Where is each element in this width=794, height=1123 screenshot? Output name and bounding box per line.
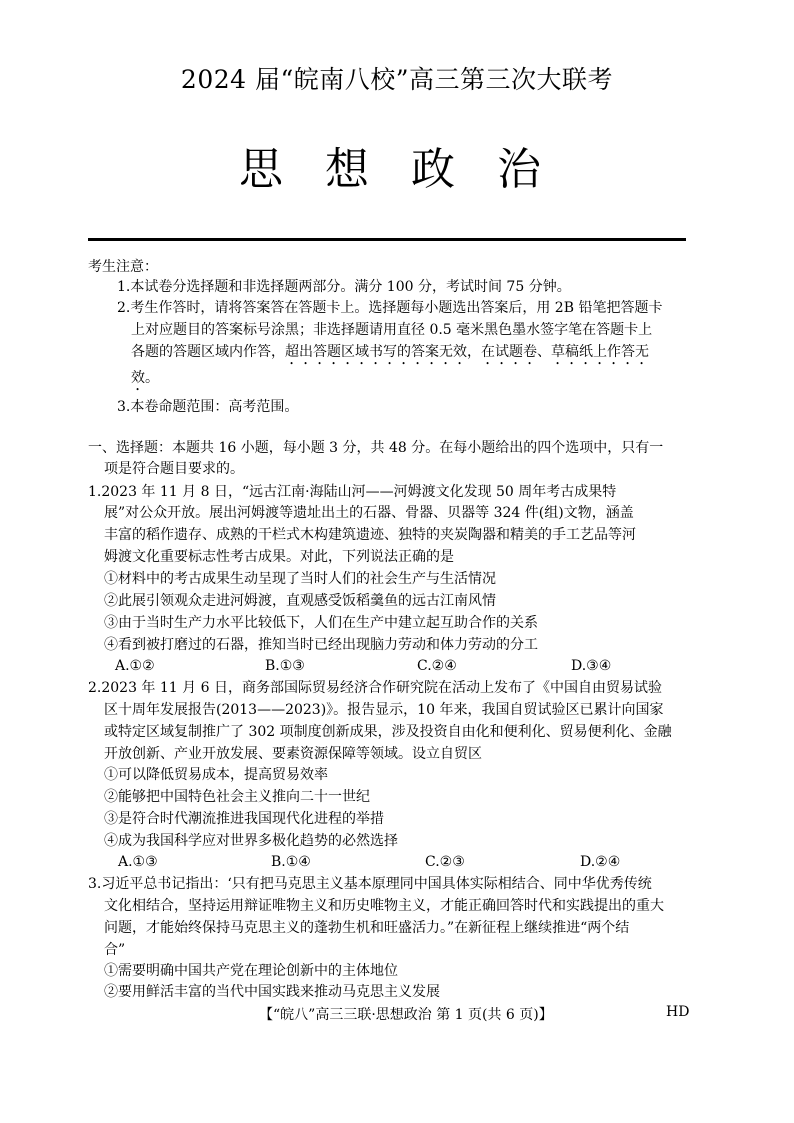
q3-statement-2: ②要用鲜活丰富的当代中国实践来推动马克思主义发展 xyxy=(104,984,440,1000)
q1-statement-3: ③由于当时生产力水平比较低下，人们在生产中建立起互助合作的关系 xyxy=(104,615,538,631)
notice-emphasis-end: 效 xyxy=(131,370,145,386)
q1-stem-line-3: 丰富的稻作遗存、成熟的干栏式木构建筑遗迹、独特的夹炭陶器和精美的手工艺品等河 xyxy=(104,527,636,543)
q2-stem-line-1: 2.2023 年 11 月 6 日，商务部国际贸易经济合作研究院在活动上发布了《中国自由贸易试验 xyxy=(88,680,662,696)
q2-statement-4: ④成为我国科学应对世界多极化趋势的必然选择 xyxy=(104,833,398,849)
q1-statement-2: ②此展引领观众走进河姆渡，直观感受饭稻羹鱼的远古江南风情 xyxy=(104,593,496,609)
header-divider xyxy=(88,238,686,241)
notice-item-1: 1.本试卷分选择题和非选择题两部分。满分 100 分，考试时间 75 分钟。 xyxy=(117,279,571,295)
notice-item-2-line-4 xyxy=(131,368,159,394)
notice-item-2-line-2: 上对应题目的答案标号涂黑；非选择题请用直径 0.5 毫米黑色墨水签字笔在答题卡上 xyxy=(131,322,653,338)
notice-emphasis-text: 超出答题区域书写的答案无效，在试题卷、草稿纸上作答无 xyxy=(285,344,649,360)
q2-choice-a: A.①③ xyxy=(118,854,158,870)
subject-title: 思 想 政 治 xyxy=(239,144,555,195)
notice-period: 。 xyxy=(145,370,159,386)
notice-item-3: 3.本卷命题范围：高考范围。 xyxy=(117,399,299,415)
q3-stem-line-4: 合” xyxy=(104,942,126,958)
q2-statement-1: ①可以降低贸易成本，提高贸易效率 xyxy=(104,767,328,783)
q2-stem-line-3: 或特定区域复制推广了 302 项制度创新成果，涉及投资自由化和便利化、贸易便利化、金融 xyxy=(104,724,672,740)
exam-title: 2024 届“皖南八校”高三第三次大联考 xyxy=(180,65,614,94)
q1-stem-line-4: 姆渡文化重要标志性考古成果。对此，下列说法正确的是 xyxy=(104,549,454,565)
q2-stem-line-4: 开放创新、产业开放发展、要素资源保障等领域。设立自贸区 xyxy=(104,746,482,762)
notice-item-2: 2.考生作答时，请将答案答在答题卡上。选择题每小题选出答案后，用 2B 铅笔把答题卡 xyxy=(117,300,663,316)
notice-heading: 考生注意： xyxy=(88,259,158,275)
q2-statement-2: ②能够把中国特色社会主义推向二十一世纪 xyxy=(104,789,370,805)
footer-code: HD xyxy=(666,1004,690,1020)
q3-stem-line-3: 问题，才能始终保持马克思主义的蓬勃生机和旺盛活力。”在新征程上继续推进“两个结 xyxy=(104,920,630,936)
notice-item-2-line-3-text: 各题的答题区域内作答， xyxy=(131,344,285,360)
q2-choice-b: B.①④ xyxy=(271,854,311,870)
q1-statement-4: ④看到被打磨过的石器，推知当时已经出现脑力劳动和体力劳动的分工 xyxy=(104,637,538,653)
q1-stem-line-1: 1.2023 年 11 月 8 日，“远古江南·海陆山河——河姆渡文化发现 50 周年考古成果特 xyxy=(88,484,617,500)
section-instructions-cont: 项是符合题目要求的。 xyxy=(104,461,244,477)
q3-stem-line-2: 文化相结合，坚持运用辩证唯物主义和历史唯物主义，才能正确回答时代和实践提出的重大 xyxy=(104,898,664,914)
footer-page-info: 【“皖八”高三三联·思想政治 第 1 页(共 6 页)】 xyxy=(259,1007,553,1023)
q1-choice-b: B.①③ xyxy=(265,658,305,674)
q2-choice-d: D.②④ xyxy=(580,854,621,870)
q2-choice-c: C.②③ xyxy=(425,854,465,870)
section-instructions: 一、选择题：本题共 16 小题，每小题 3 分，共 48 分。在每小题给出的四个选项中，只有一 xyxy=(88,440,664,456)
q3-stem-line-1: 3.习近平总书记指出：‘只有把马克思主义基本原理同中国具体实际相结合、同中华优秀传统 xyxy=(88,876,652,892)
notice-item-2-line-3 xyxy=(131,342,649,368)
q2-statement-3: ③是符合时代潮流推进我国现代化进程的举措 xyxy=(104,811,384,827)
q2-stem-line-2: 区十周年发展报告(2013——2023)》。报告显示，10 年来，我国自贸试验区已累计向国家 xyxy=(104,702,664,718)
q1-statement-1: ①材料中的考古成果生动呈现了当时人们的社会生产与生活情况 xyxy=(104,571,496,587)
q1-choice-a: A.①② xyxy=(115,658,155,674)
q1-choice-d: D.③④ xyxy=(571,658,612,674)
q1-choice-c: C.②④ xyxy=(417,658,457,674)
q3-statement-1: ①需要明确中国共产党在理论创新中的主体地位 xyxy=(104,963,398,979)
q1-stem-line-2: 展”对公众开放。展出河姆渡等遗址出土的石器、骨器、贝器等 324 件(组)文物，涵盖 xyxy=(104,505,634,521)
